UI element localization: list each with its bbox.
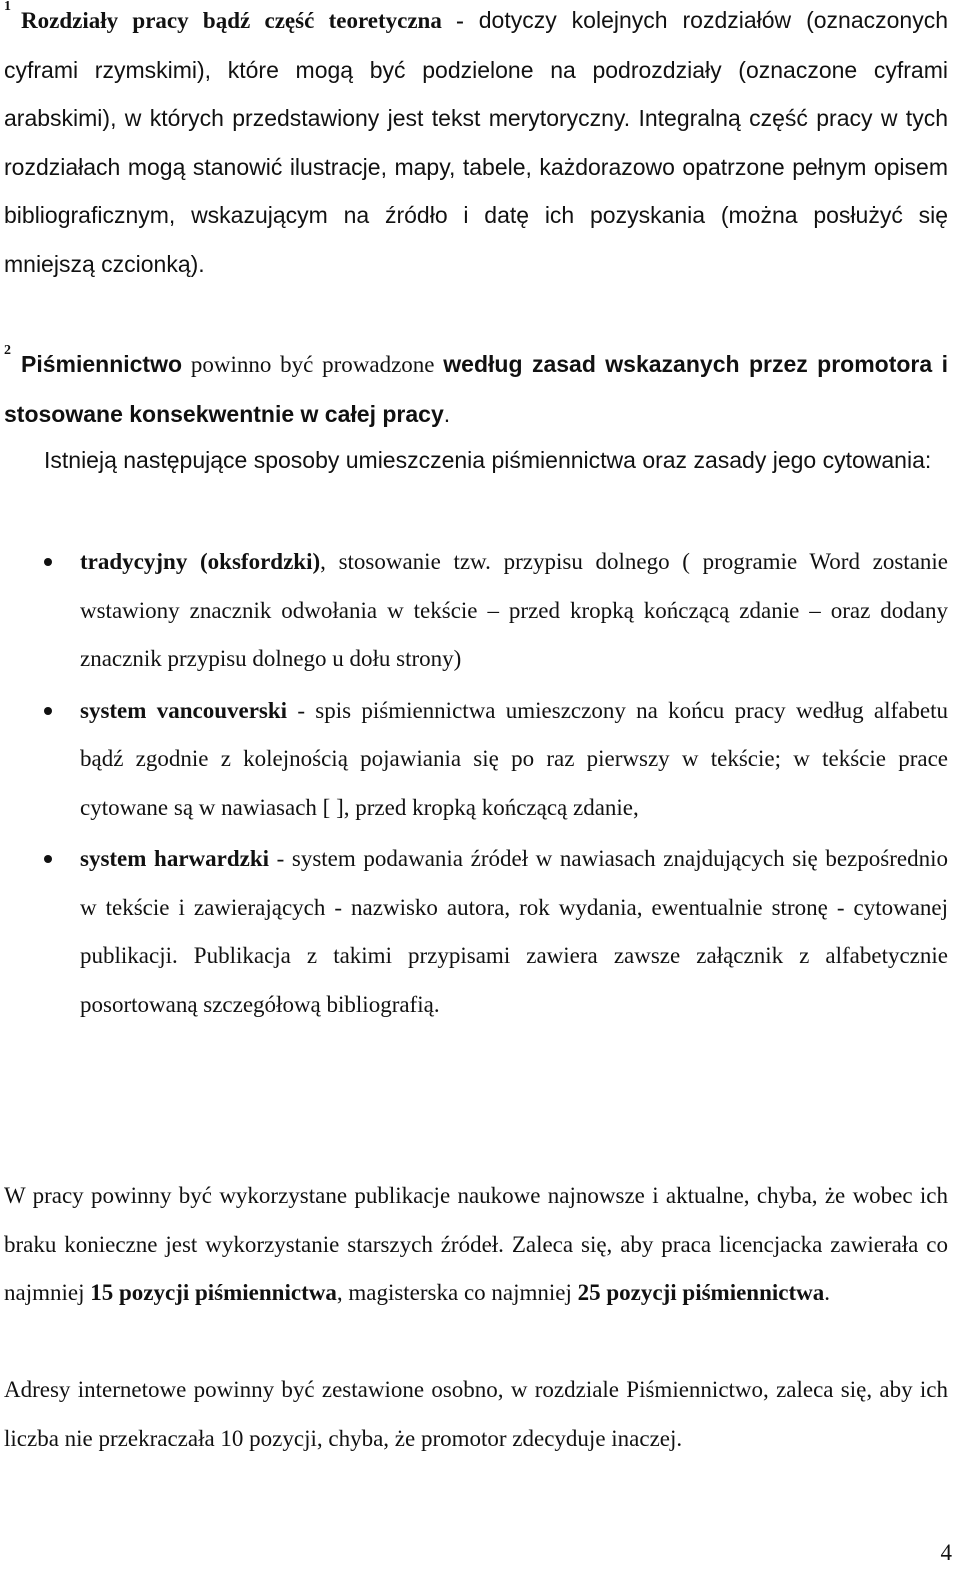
- paragraph-sources-text-2: , magisterska co najmniej: [336, 1280, 578, 1305]
- footnote-1-text: dotyczy kolejnych rozdziałów (oznaczonych cyframi rzymskimi), które mogą być podzielone na podrozdziały (oznaczone cyframi arabskimi), w których przedstawiony jest tekst merytoryczny. Integralną część pracy w tych rozdziałach mogą stanowić ilustracje, mapy, tabele, każdorazowo opatrzone pełnym opisem bibliograficznym, wskazującym na źródło i datę ich pozyskania (można posłużyć się mniejszą czcionką).: [4, 7, 949, 277]
- min-master-count: 25 pozycji piśmiennictwa: [577, 1280, 825, 1305]
- list-item-text: [80, 687, 948, 833]
- footnote-marker-2: 2: [4, 343, 11, 358]
- list-item-term: system harwardzki: [80, 846, 270, 871]
- list-item-text: [80, 835, 948, 1029]
- paragraph-web-addresses: Adresy internetowe powinny być zestawione osobno, w rozdziale Piśmiennictwo, zaleca się, aby ich liczba nie przekraczała 10 pozycji, chyba, że promotor zdecyduje inaczej.: [4, 1377, 948, 1451]
- list-item-term: tradycyjny (oksfordzki): [80, 549, 321, 574]
- list-item-description: - system podawania źródeł w nawiasach znajdujących się bezpośrednio w tekście i zawierających - nazwisko autora, rok wydania, ewentualnie stronę - cytowanej publikacji. Publikacja z takimi przypisami zawiera zawsze załącznik z alfabetycznie posortowaną szczegółową bibliografią.: [80, 846, 948, 1017]
- list-item: [4, 538, 948, 684]
- footnote-2: [4, 340, 948, 438]
- bullet-icon: [44, 855, 52, 863]
- footnote-1-title: Rozdziały pracy bądź część teoretyczna -: [21, 8, 464, 33]
- list-item-description: , stosowanie tzw. przypisu dolnego ( programie Word zostanie wstawiony znacznik odwołania w tekście – przed kropką kończącą zdanie – oraz dodany znacznik przypisu dolnego u dołu strony): [80, 549, 948, 671]
- paragraph-sources-text: W pracy powinny być wykorzystane publikacje naukowe najnowsze i aktualne, chyba, że wobec ich braku konieczne jest wykorzystanie starszych źródeł. Zaleca się, aby praca licencjacka zawierała co najmniej: [4, 1183, 948, 1305]
- footnote-marker-1: 1: [4, 0, 11, 14]
- list-item: [4, 835, 948, 1029]
- footnote-2-end: .: [443, 400, 451, 427]
- list-item-text: [80, 538, 948, 684]
- list-item-description: - spis piśmiennictwa umieszczony na końcu pracy według alfabetu bądź zgodnie z kolejnością pojawiania się po raz pierwszy w tekście; w tekście prace cytowane są w nawiasach [ ], przed kropką kończącą zdanie,: [80, 697, 948, 820]
- footnote-2-title: Piśmiennictwo: [21, 351, 183, 377]
- citation-intro: Istnieją następujące sposoby umieszczenia piśmiennictwa oraz zasady jego cytowania:: [44, 447, 932, 473]
- min-bachelor-count: 15 pozycji piśmiennictwa: [90, 1280, 337, 1305]
- paragraph-sources: [4, 1172, 948, 1318]
- citation-systems-list: [4, 538, 948, 1029]
- footnote-1: [4, 0, 948, 288]
- list-item-term: system vancouverski: [80, 697, 288, 723]
- paragraph-sources-end: .: [824, 1280, 830, 1305]
- footnote-2-text: powinno być prowadzone: [182, 352, 444, 377]
- bullet-icon: [44, 558, 52, 566]
- page-number: 4: [940, 1540, 952, 1565]
- bullet-icon: [44, 707, 52, 715]
- list-item: [4, 687, 948, 833]
- footnote-2-rule: według zasad wskazanych przez promotora i stosowane konsekwentnie w całej pracy: [4, 351, 948, 427]
